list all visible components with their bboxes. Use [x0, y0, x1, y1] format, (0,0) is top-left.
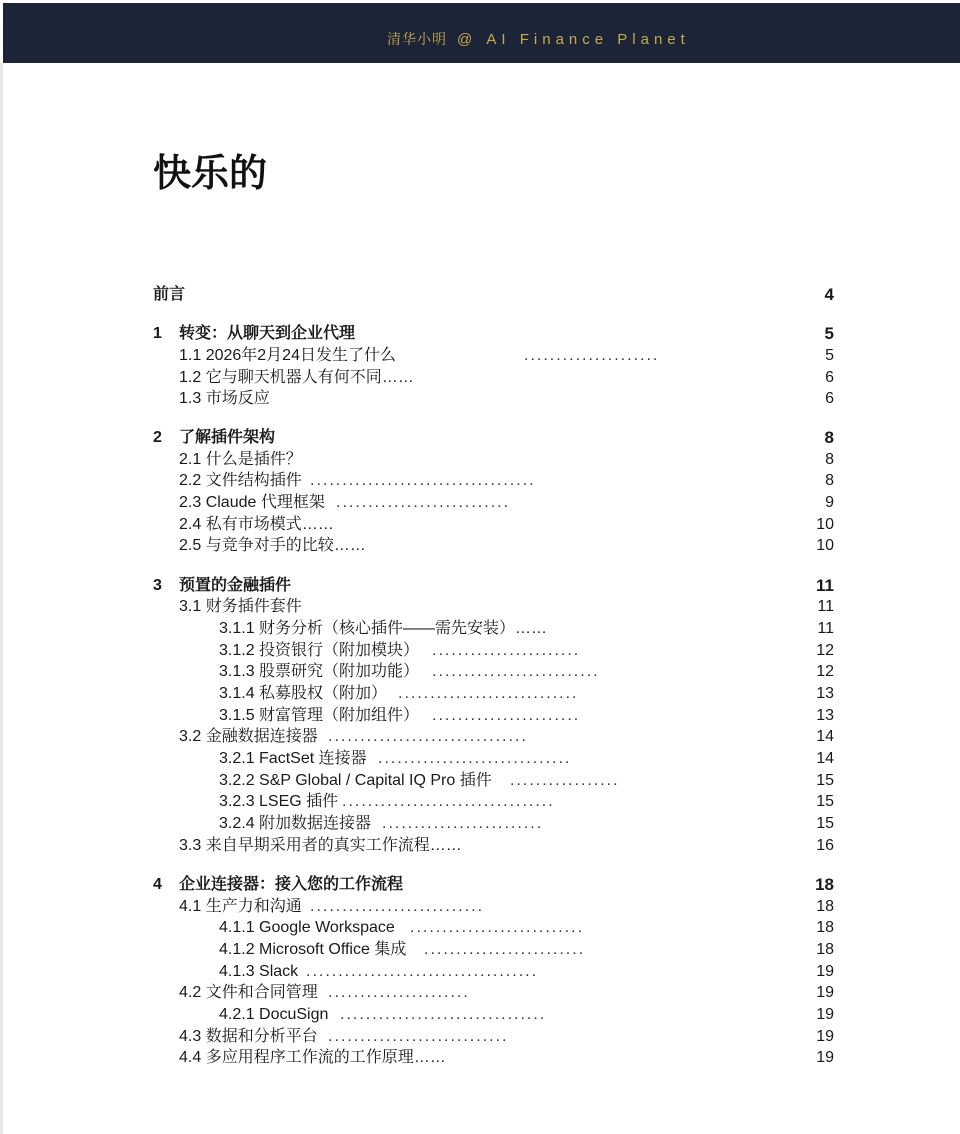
toc-page-number: 11: [817, 598, 834, 615]
chapter-number: 2: [153, 429, 162, 446]
toc-label: 4.2.1 DocuSign: [219, 1006, 329, 1023]
toc-entry[interactable]: [0, 726, 960, 748]
dot-leader: .................: [510, 772, 620, 789]
toc-page-number: 13: [816, 685, 834, 702]
toc-chapter-3[interactable]: [0, 575, 960, 597]
toc-label: 3.1.4 私募股权（附加）: [219, 685, 388, 702]
toc-label: 转变：从聊天到企业代理: [179, 325, 356, 342]
toc-label: 3.1.2 投资银行（附加模块）: [219, 642, 420, 659]
toc-page-number: 10: [816, 516, 834, 533]
toc-entry[interactable]: [0, 345, 960, 367]
toc-entry[interactable]: [0, 791, 960, 813]
toc-label: 3.2.1 FactSet 连接器: [219, 750, 367, 767]
toc-entry[interactable]: [0, 770, 960, 792]
dot-leader: .................................: [342, 793, 555, 810]
toc-label: 1.1 2026年2月24日发生了什么: [179, 347, 396, 364]
toc-label: 3.3 来自早期采用者的真实工作流程……: [179, 837, 462, 854]
toc-label: 企业连接器：接入您的工作流程: [179, 876, 404, 893]
toc-page-number: 4: [824, 285, 834, 304]
toc-entry[interactable]: [0, 705, 960, 727]
toc-page-number: 18: [816, 919, 834, 936]
toc-page-number: 6: [825, 390, 834, 407]
toc-page-number: 14: [816, 750, 834, 767]
toc-chapter-1[interactable]: [0, 323, 960, 345]
toc-entry[interactable]: [0, 618, 960, 640]
toc-page-number: 9: [825, 494, 834, 511]
toc-label: 2.3 Claude 代理框架: [179, 494, 325, 511]
toc-entry[interactable]: [0, 388, 960, 410]
toc-entry[interactable]: [0, 367, 960, 389]
toc-page-number: 5: [824, 324, 834, 343]
dot-leader: .........................: [424, 941, 586, 958]
toc-label: 2.5 与竞争对手的比较……: [179, 537, 366, 554]
chapter-number: 3: [153, 577, 162, 594]
dot-leader: ............................: [328, 1028, 509, 1045]
dot-leader: ...........................: [336, 494, 511, 511]
toc-page-number: 15: [816, 815, 834, 832]
toc-entry[interactable]: [0, 813, 960, 835]
toc-entry[interactable]: [0, 1004, 960, 1026]
toc-label: 2.4 私有市场模式……: [179, 516, 334, 533]
toc-label: 1.2 它与聊天机器人有何不同……: [179, 369, 414, 386]
toc-page-number: 18: [815, 875, 834, 894]
toc-page-number: 18: [816, 898, 834, 915]
dot-leader: ....................................: [306, 963, 539, 980]
toc-page-number: 13: [816, 707, 834, 724]
dot-leader: ...................................: [310, 472, 536, 489]
toc-entry[interactable]: [0, 1047, 960, 1069]
toc-page-number: 8: [824, 428, 834, 447]
toc-label: 3.2.2 S&P Global / Capital IQ Pro 插件: [219, 772, 492, 789]
toc-entry[interactable]: [0, 535, 960, 557]
dot-leader: ...............................: [328, 728, 528, 745]
toc-page-number: 11: [817, 620, 834, 637]
toc-label: 4.2 文件和合同管理: [179, 984, 318, 1001]
toc-entry[interactable]: [0, 961, 960, 983]
toc-label: 3.1.5 财富管理（附加组件）: [219, 707, 420, 724]
toc-label: 预置的金融插件: [179, 577, 292, 594]
toc-entry[interactable]: [0, 939, 960, 961]
toc-page-number: 16: [816, 837, 834, 854]
toc-entry[interactable]: [0, 1026, 960, 1048]
dot-leader: .......................: [432, 707, 581, 724]
toc-label: 1.3 市场反应: [179, 390, 270, 407]
toc-entry[interactable]: [0, 470, 960, 492]
toc-label: 4.1 生产力和沟通: [179, 898, 302, 915]
toc-entry[interactable]: [0, 596, 960, 618]
dot-leader: ......................: [328, 984, 470, 1001]
toc-page-number: 5: [825, 347, 834, 364]
toc-label: 4.1.2 Microsoft Office 集成: [219, 941, 407, 958]
toc-entry[interactable]: [0, 661, 960, 683]
toc-label: 4.1.3 Slack: [219, 963, 299, 980]
chapter-number: 4: [153, 876, 162, 893]
toc-label: 3.1.3 股票研究（附加功能）: [219, 663, 420, 680]
toc-page-number: 19: [816, 1006, 834, 1023]
document-title: 快乐的: [153, 153, 268, 195]
toc-entry[interactable]: [0, 492, 960, 514]
toc-label: 2.2 文件结构插件: [179, 472, 302, 489]
dot-leader: ...........................: [310, 898, 485, 915]
toc-entry[interactable]: [0, 449, 960, 471]
toc-entry[interactable]: [0, 748, 960, 770]
toc-chapter-4[interactable]: [0, 874, 960, 896]
toc-page-number: 10: [816, 537, 834, 554]
toc-label: 3.2.4 附加数据连接器: [219, 815, 372, 832]
toc-entry[interactable]: [0, 896, 960, 918]
header-author: 清华小明: [387, 31, 447, 47]
toc-entry[interactable]: [0, 917, 960, 939]
dot-leader: ................................: [340, 1006, 547, 1023]
toc-label: 3.1 财务插件套件: [179, 598, 302, 615]
toc-page-number: 19: [816, 984, 834, 1001]
toc-label: 4.3 数据和分析平台: [179, 1028, 318, 1045]
toc-label: 4.1.1 Google Workspace: [219, 919, 395, 936]
toc-page-number: 14: [816, 728, 834, 745]
toc-chapter-2[interactable]: [0, 427, 960, 449]
dot-leader: .........................: [382, 815, 544, 832]
toc-label: 4.4 多应用程序工作流的工作原理……: [179, 1049, 446, 1066]
toc-page-number: 19: [816, 963, 834, 980]
toc-entry-preface[interactable]: [0, 284, 960, 306]
dot-leader: ..........................: [432, 663, 600, 680]
toc-label: 了解插件架构: [179, 429, 276, 446]
toc-label: 3.1.1 财务分析（核心插件——需先安装）……: [219, 620, 548, 637]
toc-page-number: 19: [816, 1028, 834, 1045]
toc-page-number: 8: [825, 451, 834, 468]
dot-leader: ...........................: [410, 919, 585, 936]
toc-entry[interactable]: [0, 514, 960, 536]
toc-entry[interactable]: [0, 982, 960, 1004]
toc-page-number: 15: [816, 772, 834, 789]
toc-entry[interactable]: [0, 683, 960, 705]
toc-page-number: 18: [816, 941, 834, 958]
header-brand: @ AI Finance Planet: [457, 31, 690, 48]
toc-label: 3.2 金融数据连接器: [179, 728, 318, 745]
toc-page-number: 12: [816, 642, 834, 659]
toc-page-number: 19: [816, 1049, 834, 1066]
dot-leader: .......................: [432, 642, 581, 659]
toc-page-number: 15: [816, 793, 834, 810]
toc-entry[interactable]: [0, 835, 960, 857]
toc-entry[interactable]: [0, 640, 960, 662]
toc-label: 3.2.3 LSEG 插件: [219, 793, 339, 810]
chapter-number: 1: [153, 325, 162, 342]
dot-leader: ............................: [398, 685, 579, 702]
toc-page-number: 8: [825, 472, 834, 489]
toc-label: 2.1 什么是插件？: [179, 451, 302, 468]
dot-leader: ..............................: [378, 750, 572, 767]
toc-page-number: 12: [816, 663, 834, 680]
dot-leader: .....................: [524, 347, 660, 364]
toc-page-number: 11: [816, 576, 834, 595]
toc-label: 前言: [153, 286, 186, 303]
toc-page-number: 6: [825, 369, 834, 386]
